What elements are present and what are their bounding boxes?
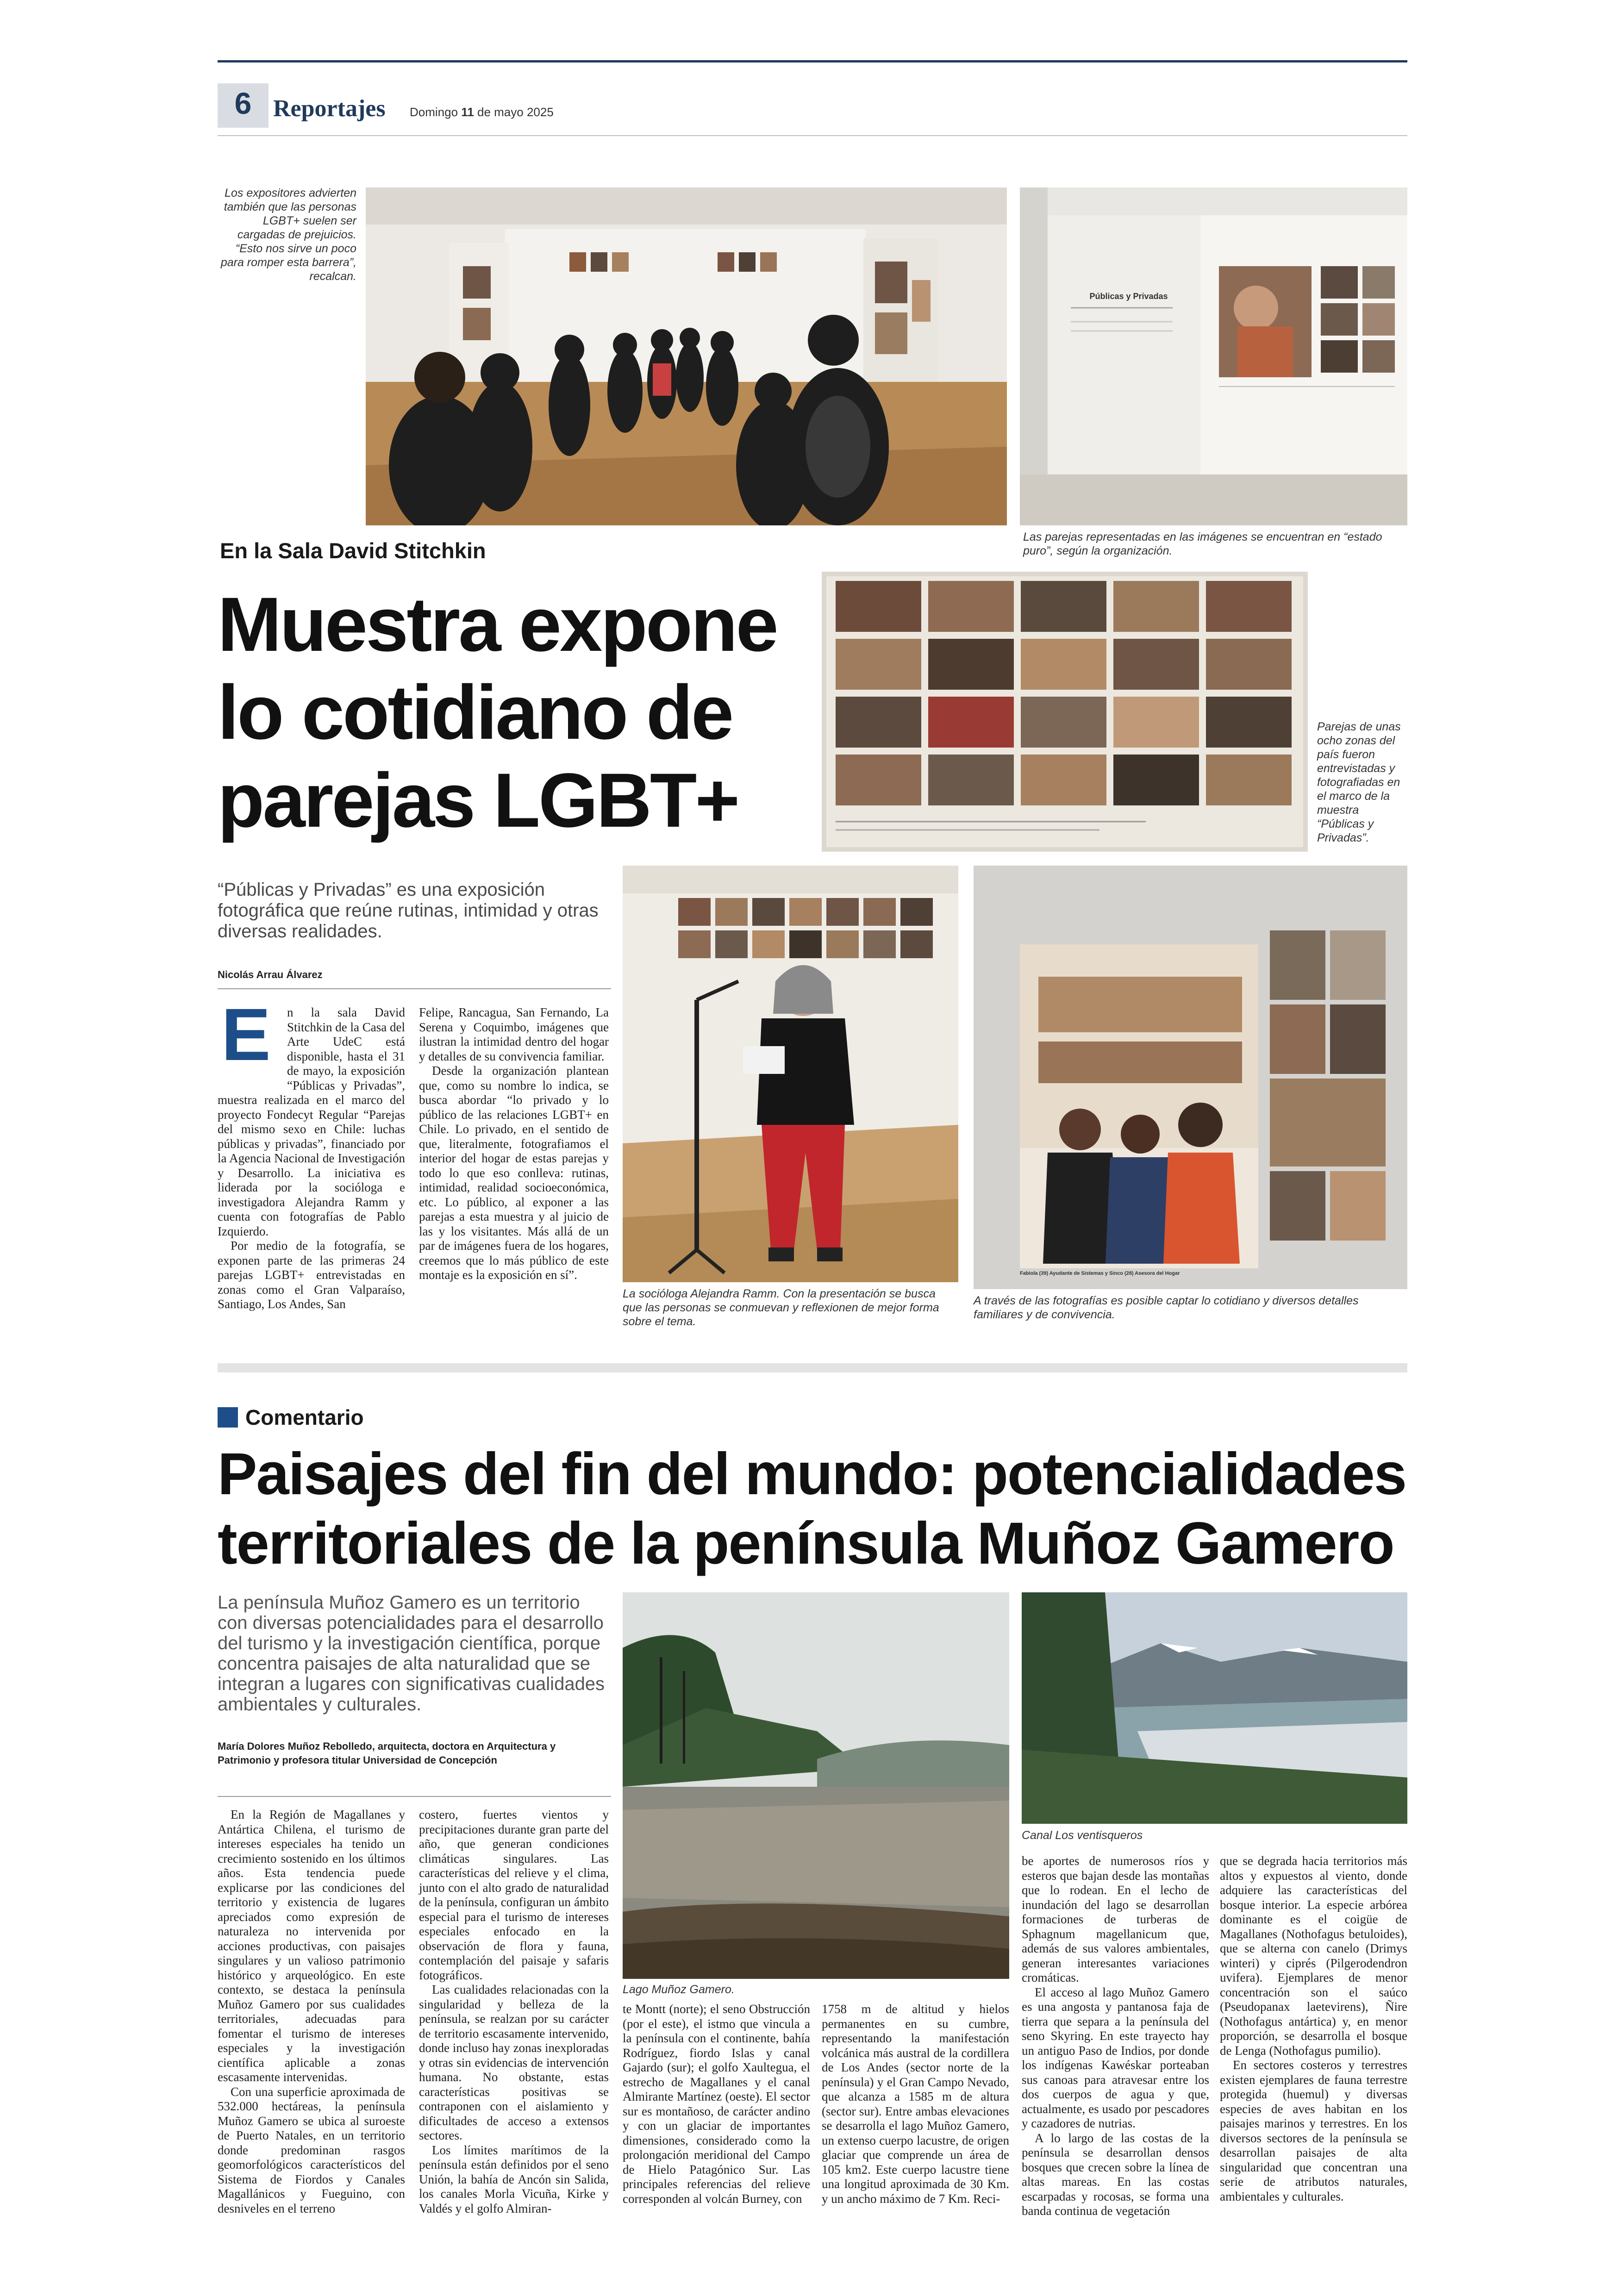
article1-col1-p2: Por medio de la fotografía, se exponen parte de las primeras 24 parejas LGBT+ entrevistadas en zonas como el Gran Valparaíso, Santiago, Los Andes, San — [218, 1239, 405, 1311]
article2-col6-p1: que se degrada hacia territorios más altos y expuestos al viento, donde adquiere las características del bosque interior. La especie arbórea dominante es el coigüe de Magallanes (Nothofagus betuloides), que se alterna con canelo (Drimys winteri) y ciprés (Pilgerodendron uvifera). Ejemplares de menor concentración son el saúco (Pseudopanax laetevirens), Ñire (Nothofagus antártica) y, en menor proporción, se desarrolla el bosque de Lenga (Nothofagus pumilio). — [1220, 1854, 1407, 2058]
section-separator — [218, 1363, 1407, 1372]
byline-rule — [218, 988, 611, 989]
page-number: 6 — [234, 86, 252, 120]
header-bottom-rule — [218, 135, 1407, 136]
section-label: Reportajes — [273, 95, 386, 122]
article2-col6 — [1220, 1854, 1407, 2204]
caption-family: A través de las fotografías es posible captar lo cotidiano y diversos detalles familiares y de convivencia. — [974, 1294, 1359, 1321]
photo-channel — [1022, 1592, 1407, 1824]
photo-gallery-visitors — [366, 187, 1007, 525]
lake-scene — [623, 1592, 1009, 1979]
article2-col2-p2: Las cualidades relacionadas con la singularidad y belleza de la península, se realzan por su carácter de territorio escasamente intervenido, donde incluso hay zonas inexploradas y otras sin evidencias de intervención humana. No obstante, estas características positivas se contraponen con el aislamiento y dificultades de acceso a extensos sectores. — [419, 1983, 609, 2142]
article2-col1 — [218, 1808, 405, 2216]
article1-col1 — [218, 1005, 405, 1312]
byline2-rule — [218, 1796, 611, 1797]
family-scene — [974, 866, 1407, 1289]
article1-standfirst: “Públicas y Privadas” es una exposición fotográfica que reúne rutinas, intimidad y otras diversas realidades. — [218, 879, 599, 942]
article2-col2 — [419, 1808, 609, 2216]
article2-col5 — [1022, 1854, 1209, 2219]
speaker-scene — [623, 866, 958, 1282]
caption-grid: Parejas de unas ocho zonas del país fueron entrevistadas y fotografiadas en el marco de la muestra “Públicas y Privadas”. — [1317, 720, 1401, 844]
article2-col4 — [822, 2002, 1009, 2206]
article2-col5-p2: El acceso al lago Muñoz Gamero es una angosta y pantanosa faja de tierra que separa a la península del seno Skyring. En este trayecto hay un antiguo Paso de Indios, por donde los indígenas Kawéskar porteaban sus canoas para atravesar entre los dos cuerpos de agua y que, actualmente, es usado por pescadores y cazadores de nutrias. — [1022, 1985, 1209, 2130]
photo-grid-wall — [822, 572, 1308, 852]
article2-col1-p1: En la Región de Magallanes y Antártica Chilena, el turismo de intereses especiales ha tenido un crecimiento sostenido en los últimos años. Esta tendencia puede explicarse por las condiciones del territorio y existencia de lugares apreciados como expresión de naturaleza no intervenida por acciones productivas, con paisajes singulares y un valioso patrimonio histórico y arqueológico. En este contexto, se destaca la península Muñoz Gamero por sus cualidades territoriales, adecuadas para fomentar el turismo de intereses especiales y la investigación científica aplicable a zonas escasamente intervenidas. — [218, 1808, 405, 2084]
caption-gallery: Los expositores advierten también que las personas LGBT+ suelen ser cargadas de prejuicios. “Esto nos sirve un poco para romper esta barrera”, recalcan. — [220, 187, 356, 283]
article2-col3 — [623, 2002, 810, 2206]
gallery-scene — [366, 187, 1007, 525]
article2-col1-p2: Con una superficie aproximada de 532.000 hectáreas, la península Muñoz Gamero se ubica al suroeste de Puerto Natales, en un territorio donde predominan rasgos geomorfológicos característicos del Sistema de Fiordos y Canales Magallánicos y Fueguino, con desniveles en el terreno — [218, 2084, 405, 2215]
date-prefix: Domingo — [410, 105, 462, 119]
caption-lake: Lago Muñoz Gamero. — [623, 1983, 735, 1996]
article1-headline: Muestra expone lo cotidiano de parejas LGBT+ — [218, 582, 777, 843]
article2-col2-p1: costero, fuertes vientos y precipitaciones durante gran parte del año, que generan condiciones climáticas singulares. Las características del relieve y el clima, junto con el alto grado de naturalidad de la península, configuran un ámbito especial para el turismo de intereses especiales enfocado en la observación de flora y fauna, contemplación del paisaje y safaris fotográficos. — [419, 1808, 609, 1982]
comment-square — [218, 1407, 238, 1428]
article2-col3-p1: te Montt (norte); el seno Obstrucción (por el este), el istmo que vincula a la península con el continente, bahía Rodríguez, fiordo Islas y canal Gajardo (sur); el golfo Xaultegua, el estrecho de Magallanes y el canal Almirante Martínez (oeste). El sector sur es montañoso, de carácter andino y con un glaciar de importantes dimensiones, considerado como la prolongación meridional del Campo de Hielo Patagónico Sur. Las principales referencias del relieve corresponden al volcán Burney, con — [623, 2002, 810, 2206]
article2-standfirst: La península Muñoz Gamero es un territorio con diversas potencialidades para el desarrollo del turismo y la investigación científica, porque concentra paisajes de alta naturalidad que se integran a lugares con significativas cualidades ambientales y culturales. — [218, 1592, 605, 1715]
article2-col4-p1: 1758 m de altitud y hielos permanentes en su cumbre, representando la manifestación volcánica más austral de la cordillera de Los Andes (sector norte de la península) y el Gran Campo Nevado, que alcanza a 1585 m de altura (sector sur). Entre ambas elevaciones se desarrolla el lago Muñoz Gamero, un extenso cuerpo lacustre, de origen glaciar que comprende un área de 105 km2. Este cuerpo lacustre tiene una longitud aproximada de 30 Km. y un ancho máximo de 7 Km. Reci- — [822, 2002, 1009, 2206]
article2-col6-p2: En sectores costeros y terrestres existen ejemplares de fauna terrestre protegida (huemul) y diversas especies de aves habitan en los paisajes marinos y terrestres. En los diversos sectores de la península se desarrollan paisajes de alta singularidad que concentran una serie de atributos naturales, ambientales y culturales. — [1220, 2058, 1407, 2203]
wall-title: Públicas y Privadas — [1089, 292, 1168, 301]
article2-col5-p1: be aportes de numerosos ríos y esteros que bajan desde las montañas que lo rodean. En el lecho de inundación del lago se desarrollan formaciones de turberas de Sphagnum magellanicum que, además de sus valores ambientales, generan interesantes variaciones cromáticas. — [1022, 1854, 1209, 1984]
article2-byline: María Dolores Muñoz Rebolledo, arquitecta, doctora en Arquitectura y Patrimonio y profesora titular Universidad de Concepción — [218, 1740, 556, 1766]
caption-channel: Canal Los ventisqueros — [1022, 1829, 1143, 1842]
drop-cap: E — [221, 993, 271, 1076]
grid-scene — [822, 572, 1308, 852]
wall-scene — [1020, 187, 1407, 525]
caption-speaker: La socióloga Alejandra Ramm. Con la presentación se busca que las personas se conmuevan y reflexionen de mejor forma sobre el tema. — [623, 1287, 939, 1328]
channel-scene — [1022, 1592, 1407, 1824]
article1-kicker: En la Sala David Stitchkin — [220, 538, 486, 563]
article1-col1-p1: n la sala David Stitchkin de la Casa del Arte UdeC está disponible, hasta el 31 de mayo, la exposición “Públicas y Privadas”, muestra realizada en el marco del proyecto Fondecyt Regular “Parejas del mismo sexo en Chile: luchas públicas y privadas”, financiado por la Agencia Nacional de Investigación y Desarrollo. La iniciativa es liderada por la socióloga e investigadora Alejandra Ramm y cuenta con fotografías de Pablo Izquierdo. — [218, 1005, 405, 1238]
article1-col2-p1: Felipe, Rancagua, San Fernando, La Serena y Coquimbo, imágenes que ilustran la intimidad dentro del hogar y detalles de su convivencia familiar. — [419, 1005, 609, 1063]
article1-col2-p2: Desde la organización plantean que, como su nombre lo indica, se busca abordar “lo privado y lo público de las relaciones LGBT+ en Chile. Lo privado, en el sentido de que, literalmente, fotografiamos el interior del hogar de estas parejas y todo lo que eso conlleva: rutinas, intimidad, realidad socioeconómica, etc. Lo público, al exponer a las parejas a esta muestra y al juicio de las y los visitantes. Más allá de un par de imágenes fuera de los hogares, creemos que lo más público de este montaje es la exposición en sí”. — [419, 1064, 609, 1282]
article2-col2-p3: Los límites marítimos de la península están definidos por el seno Unión, la bahía de Ancón sin Salida, los canales Morla Vicuña, Kirke y Valdés y el golfo Almiran- — [419, 2143, 609, 2215]
article2-col5-p3: A lo largo de las costas de la península se desarrollan densos bosques que crecen sobre la línea de altas mareas. En las costas escarpadas y rocosas, se forma una banda continua de vegetación — [1022, 2131, 1209, 2218]
photo-lake — [623, 1592, 1009, 1979]
photo-exhibit-wall — [1020, 187, 1407, 525]
date-suffix: de mayo 2025 — [474, 105, 554, 119]
article1-byline: Nicolás Arrau Álvarez — [218, 969, 323, 980]
family-label: Fabiola (39) Ayudante de Sistemas y Sinco (28) Asesora del Hogar — [1020, 1271, 1180, 1276]
drop-cap-space — [218, 1005, 287, 1079]
article1-col2 — [419, 1005, 609, 1283]
caption-wall: Las parejas representadas en las imágenes se encuentran en “estado puro”, según la organización. — [1023, 530, 1382, 557]
photo-speaker — [623, 866, 958, 1282]
photo-family — [974, 866, 1407, 1289]
date-day: 11 — [461, 105, 474, 119]
issue-date — [410, 105, 554, 119]
article2-headline: Paisajes del fin del mundo: potencialidades territoriales de la península Muñoz Gamero — [218, 1441, 1406, 1577]
article2-kicker: Comentario — [245, 1405, 364, 1429]
top-rule — [218, 60, 1407, 62]
